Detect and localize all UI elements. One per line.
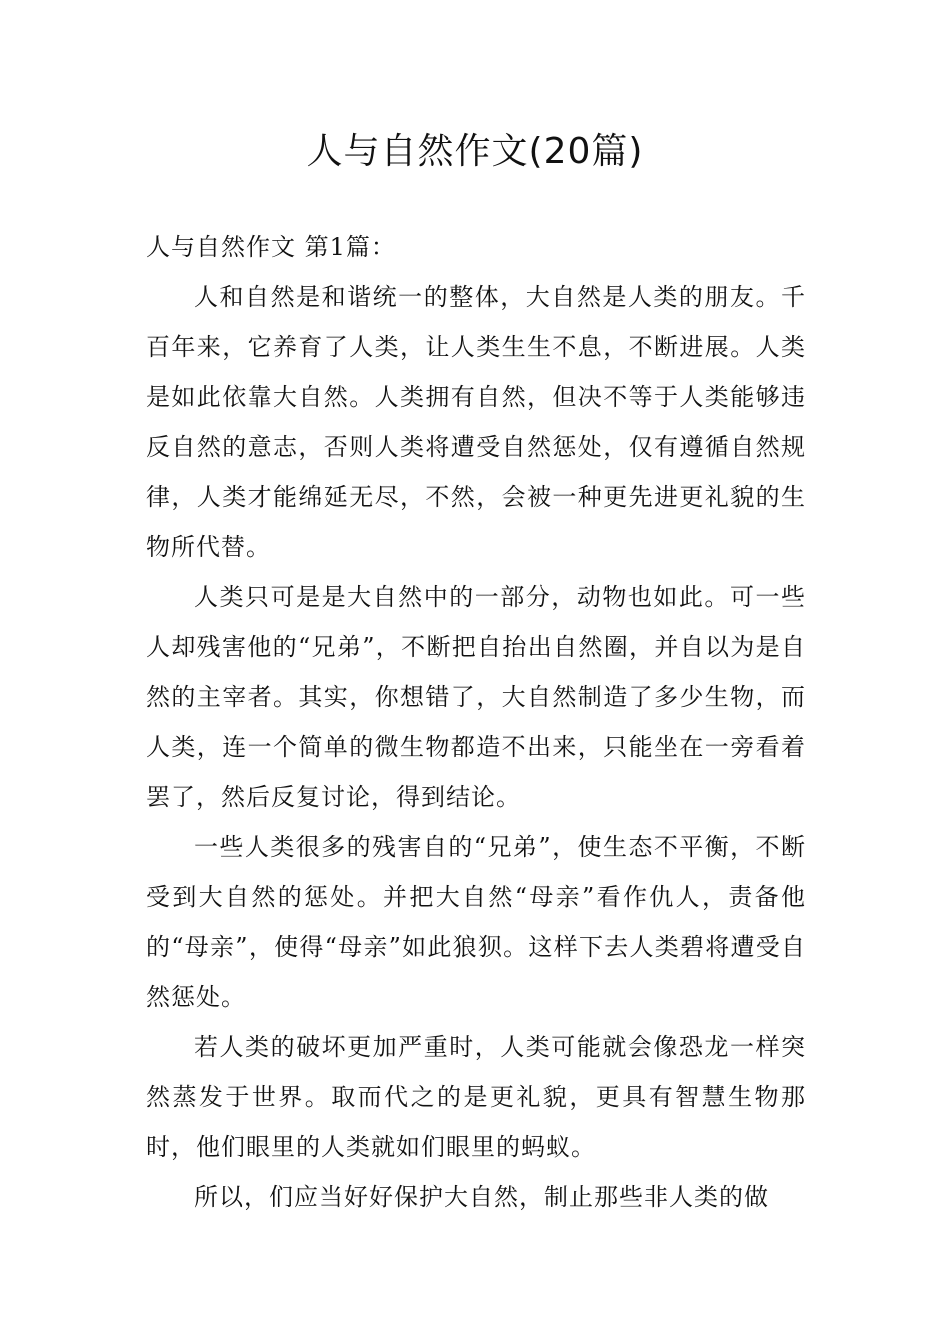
paragraph-5: 所以，们应当好好保护大自然，制止那些非人类的做 bbox=[194, 1183, 769, 1211]
document-body bbox=[146, 222, 806, 1222]
paragraph-2: 人类只可是是大自然中的一部分，动物也如此。可一些人却残害他的“兄弟”，不断把自抬出自然圈，并自以为是自然的主宰者。其实，你想错了，大自然制造了多少生物，而人类，连一个简单的微生物都造不出来，只能坐在一旁看着罢了，然后反复讨论，得到结论。 bbox=[146, 583, 806, 811]
paragraph-4: 若人类的破坏更加严重时，人类可能就会像恐龙一样突然蒸发于世界。取而代之的是更礼貌，更具有智慧生物那时，他们眼里的人类就如们眼里的蚂蚁。 bbox=[146, 1033, 806, 1161]
paragraph-1: 人和自然是和谐统一的整体，大自然是人类的朋友。千百年来，它养育了人类，让人类生生不息，不断进展。人类是如此依靠大自然。人类拥有自然，但决不等于人类能够违反自然的意志，否则人类将遭受自然惩处，仅有遵循自然规律，人类才能绵延无尽，不然，会被一种更先进更礼貌的生物所代替。 bbox=[146, 283, 806, 561]
document-title: 人与自然作文(20篇) bbox=[306, 131, 644, 172]
section-heading: 人与自然作文 第1篇： bbox=[146, 233, 396, 261]
paragraph-3: 一些人类很多的残害自的“兄弟”，使生态不平衡，不断受到大自然的惩处。并把大自然“母亲”看作仇人，责备他的“母亲”，使得“母亲”如此狼狈。这样下去人类碧将遭受自然惩处。 bbox=[146, 833, 806, 1011]
